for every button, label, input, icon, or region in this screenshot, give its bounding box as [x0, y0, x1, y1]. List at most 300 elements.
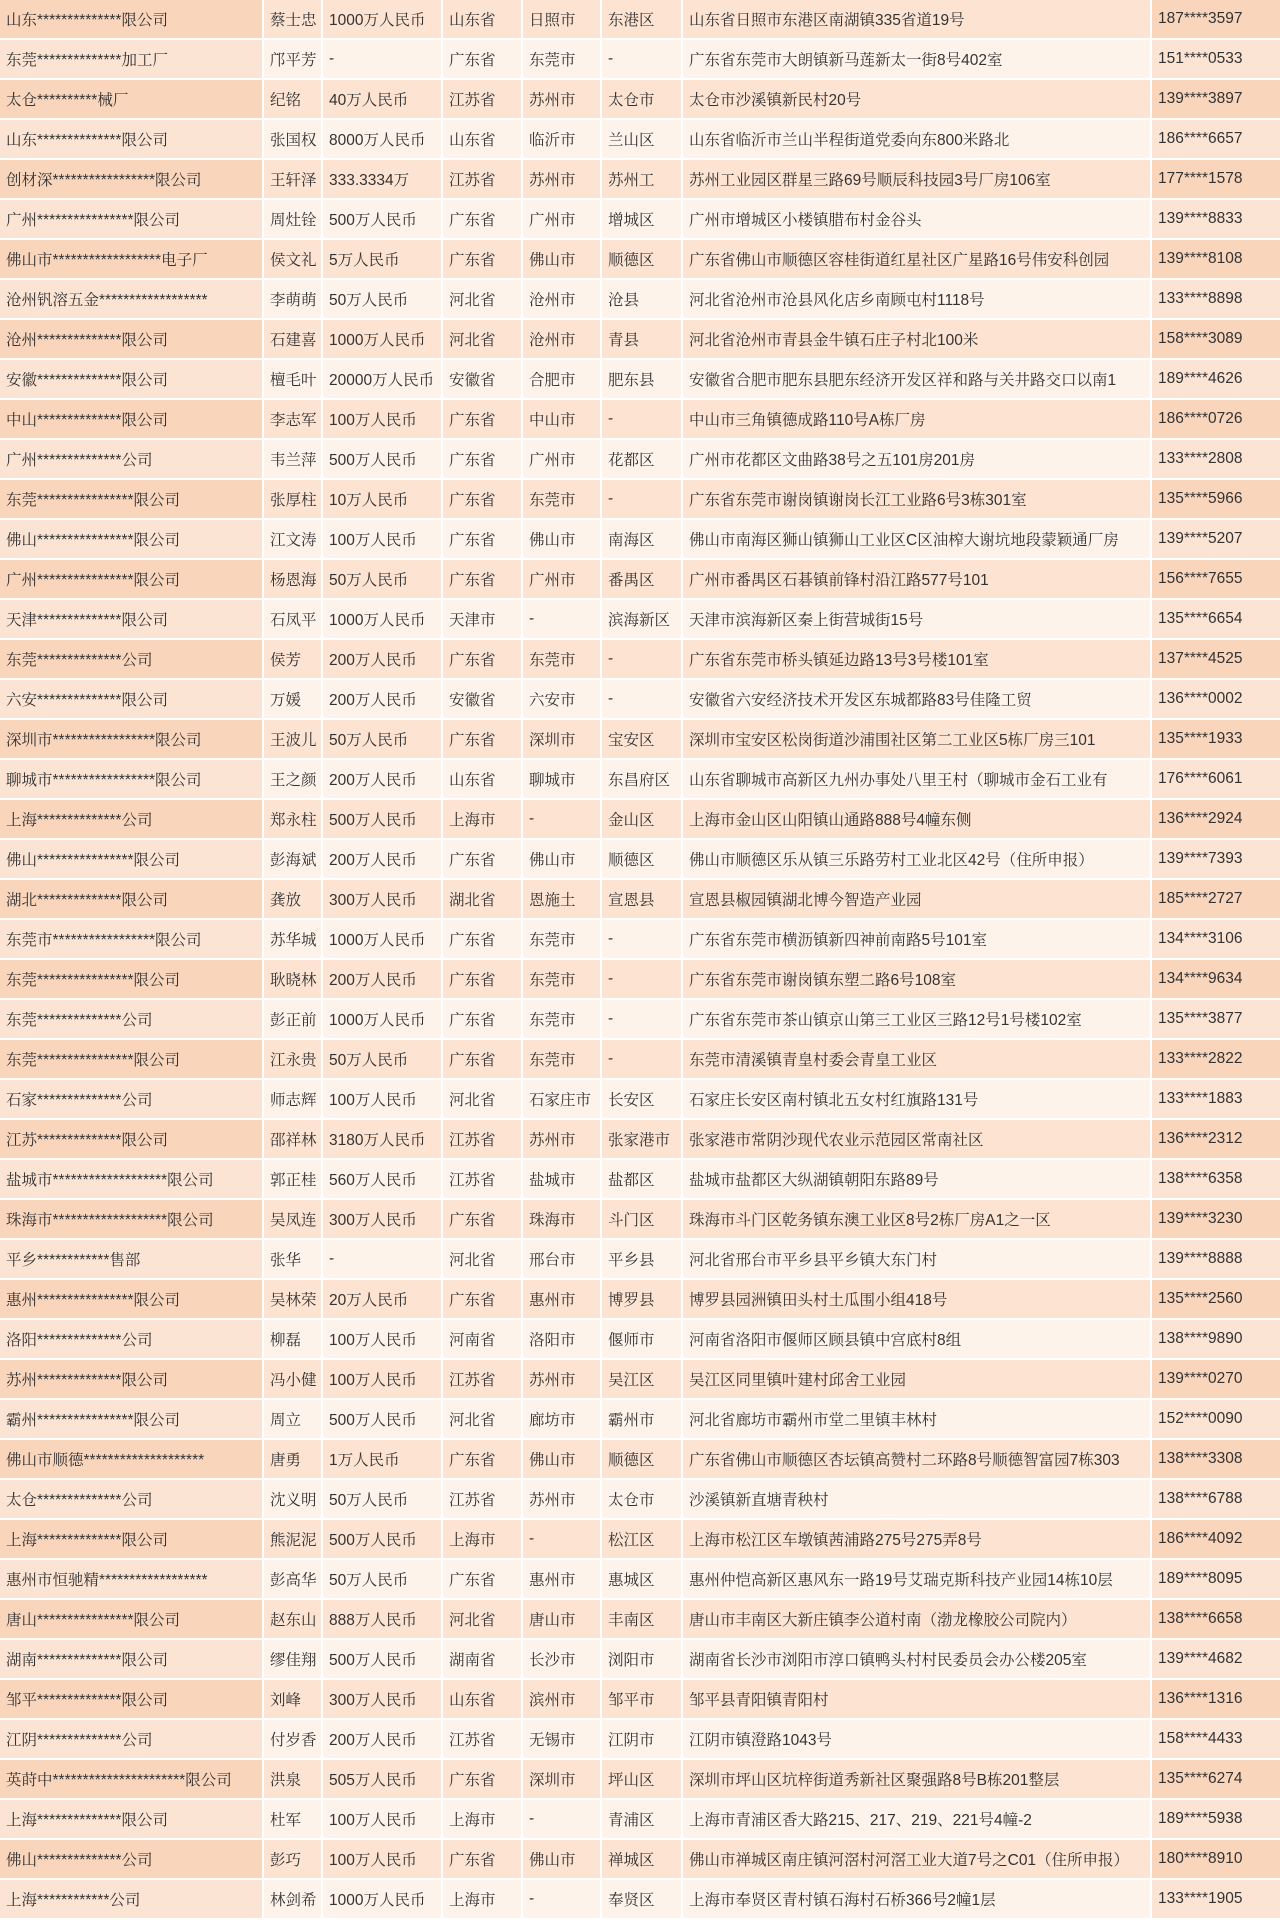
cell-province: 山东省 [443, 1680, 523, 1720]
cell-phone: 180****8910 [1152, 1840, 1280, 1880]
cell-registered-capital: 1000万人民币 [323, 920, 443, 960]
cell-province: 广东省 [443, 1040, 523, 1080]
cell-company-name: 上海**************限公司 [0, 1800, 264, 1840]
cell-city: 广州市 [523, 200, 602, 240]
cell-registered-capital: 8000万人民币 [323, 120, 443, 160]
cell-address: 吴江区同里镇叶建村邱舍工业园 [683, 1360, 1152, 1400]
cell-company-name: 邹平**************限公司 [0, 1680, 264, 1720]
cell-province: 广东省 [443, 1840, 523, 1880]
cell-address: 山东省日照市东港区南湖镇335省道19号 [683, 0, 1152, 40]
table-row [0, 1080, 1280, 1120]
cell-city: 东莞市 [523, 920, 602, 960]
cell-city: 盐城市 [523, 1160, 602, 1200]
table-row [0, 760, 1280, 800]
cell-province: 广东省 [443, 560, 523, 600]
cell-registered-capital: 300万人民币 [323, 880, 443, 920]
cell-city: 深圳市 [523, 720, 602, 760]
cell-province: 广东省 [443, 40, 523, 80]
cell-company-name: 太仓**********械厂 [0, 80, 264, 120]
cell-district: - [602, 1000, 683, 1040]
cell-registered-capital: 20000万人民币 [323, 360, 443, 400]
cell-district: 浏阳市 [602, 1640, 683, 1680]
cell-phone: 135****6274 [1152, 1760, 1280, 1800]
cell-address: 河南省洛阳市偃师区顾县镇中宫底村8组 [683, 1320, 1152, 1360]
cell-company-name: 湖北**************限公司 [0, 880, 264, 920]
cell-registered-capital: 50万人民币 [323, 720, 443, 760]
cell-city: 唐山市 [523, 1600, 602, 1640]
cell-district: 松江区 [602, 1520, 683, 1560]
cell-address: 佛山市南海区狮山镇狮山工业区C区油榨大谢坑地段蒙颖通厂房 [683, 520, 1152, 560]
table-row [0, 80, 1280, 120]
cell-registered-capital: 50万人民币 [323, 1040, 443, 1080]
cell-registered-capital: 1万人民币 [323, 1440, 443, 1480]
cell-city: 日照市 [523, 0, 602, 40]
cell-province: 广东省 [443, 640, 523, 680]
cell-address: 中山市三角镇德成路110号A栋厂房 [683, 400, 1152, 440]
cell-province: 河北省 [443, 1080, 523, 1120]
cell-address: 佛山市禅城区南庄镇河滘村河滘工业大道7号之C01（住所申报） [683, 1840, 1152, 1880]
cell-phone: 138****6658 [1152, 1600, 1280, 1640]
cell-contact-person: 彭海斌 [264, 840, 323, 880]
cell-registered-capital: 40万人民币 [323, 80, 443, 120]
table-row [0, 800, 1280, 840]
cell-contact-person: 张厚柱 [264, 480, 323, 520]
cell-province: 江苏省 [443, 80, 523, 120]
cell-address: 石家庄长安区南村镇北五女村红旗路131号 [683, 1080, 1152, 1120]
cell-phone: 139****7393 [1152, 840, 1280, 880]
table-row [0, 400, 1280, 440]
cell-phone: 189****4626 [1152, 360, 1280, 400]
cell-contact-person: 郭正桂 [264, 1160, 323, 1200]
cell-city: 沧州市 [523, 280, 602, 320]
cell-city: 石家庄市 [523, 1080, 602, 1120]
cell-city: 苏州市 [523, 80, 602, 120]
cell-phone: 185****2727 [1152, 880, 1280, 920]
cell-phone: 156****7655 [1152, 560, 1280, 600]
cell-company-name: 平乡************售部 [0, 1240, 264, 1280]
cell-registered-capital: 500万人民币 [323, 200, 443, 240]
table-row [0, 1360, 1280, 1400]
table-row [0, 480, 1280, 520]
cell-city: 恩施土 [523, 880, 602, 920]
cell-company-name: 惠州****************限公司 [0, 1280, 264, 1320]
cell-contact-person: 耿晓林 [264, 960, 323, 1000]
cell-phone: 189****8095 [1152, 1560, 1280, 1600]
cell-district: 太仓市 [602, 80, 683, 120]
cell-contact-person: 檀毛叶 [264, 360, 323, 400]
cell-registered-capital: 500万人民币 [323, 800, 443, 840]
cell-company-name: 东莞**************公司 [0, 640, 264, 680]
table-row [0, 1560, 1280, 1600]
cell-contact-person: 熊泥泥 [264, 1520, 323, 1560]
cell-address: 山东省聊城市高新区九州办事处八里王村（聊城市金石工业有 [683, 760, 1152, 800]
cell-registered-capital: 200万人民币 [323, 640, 443, 680]
cell-district: 滨海新区 [602, 600, 683, 640]
cell-registered-capital: 505万人民币 [323, 1760, 443, 1800]
table-row [0, 1640, 1280, 1680]
cell-province: 河北省 [443, 280, 523, 320]
cell-company-name: 东莞**************公司 [0, 1000, 264, 1040]
cell-district: - [602, 480, 683, 520]
cell-contact-person: 王之颜 [264, 760, 323, 800]
table-row [0, 600, 1280, 640]
cell-city: 无锡市 [523, 1720, 602, 1760]
cell-phone: 134****9634 [1152, 960, 1280, 1000]
cell-city: - [523, 1800, 602, 1840]
cell-address: 安徽省六安经济技术开发区东城都路83号佳隆工贸 [683, 680, 1152, 720]
cell-province: 山东省 [443, 760, 523, 800]
cell-registered-capital: 100万人民币 [323, 1800, 443, 1840]
cell-company-name: 佛山****************限公司 [0, 520, 264, 560]
cell-district: 斗门区 [602, 1200, 683, 1240]
cell-city: 六安市 [523, 680, 602, 720]
cell-city: 东莞市 [523, 1000, 602, 1040]
cell-city: - [523, 600, 602, 640]
cell-address: 广东省东莞市谢岗镇谢岗长江工业路6号3栋301室 [683, 480, 1152, 520]
cell-contact-person: 万媛 [264, 680, 323, 720]
cell-phone: 135****6654 [1152, 600, 1280, 640]
cell-company-name: 沧州钒溶五金****************** [0, 280, 264, 320]
cell-contact-person: 冯小健 [264, 1360, 323, 1400]
cell-province: 天津市 [443, 600, 523, 640]
cell-district: 番禺区 [602, 560, 683, 600]
cell-province: 江苏省 [443, 1160, 523, 1200]
cell-address: 广东省东莞市茶山镇京山第三工业区三路12号1号楼102室 [683, 1000, 1152, 1040]
cell-contact-person: 侯芳 [264, 640, 323, 680]
cell-city: 苏州市 [523, 1360, 602, 1400]
cell-address: 张家港市常阴沙现代农业示范园区常南社区 [683, 1120, 1152, 1160]
cell-address: 深圳市宝安区松岗街道沙浦围社区第二工业区5栋厂房三101 [683, 720, 1152, 760]
cell-province: 广东省 [443, 840, 523, 880]
cell-address: 河北省沧州市青县金牛镇石庄子村北100米 [683, 320, 1152, 360]
cell-address: 沙溪镇新直塘青秧村 [683, 1480, 1152, 1520]
cell-phone: 133****2808 [1152, 440, 1280, 480]
cell-province: 上海市 [443, 1800, 523, 1840]
cell-district: 宣恩县 [602, 880, 683, 920]
cell-district: 青县 [602, 320, 683, 360]
cell-address: 广东省佛山市顺德区杏坛镇高赞村二环路8号顺德智富园7栋303 [683, 1440, 1152, 1480]
cell-city: 洛阳市 [523, 1320, 602, 1360]
cell-contact-person: 彭正前 [264, 1000, 323, 1040]
cell-phone: 139****3230 [1152, 1200, 1280, 1240]
table-row [0, 1480, 1280, 1520]
cell-contact-person: 石建喜 [264, 320, 323, 360]
cell-contact-person: 李萌萌 [264, 280, 323, 320]
cell-company-name: 石家**************公司 [0, 1080, 264, 1120]
table-row [0, 560, 1280, 600]
cell-city: 东莞市 [523, 960, 602, 1000]
cell-phone: 187****3597 [1152, 0, 1280, 40]
cell-address: 广东省东莞市谢岗镇东塑二路6号108室 [683, 960, 1152, 1000]
table-row [0, 640, 1280, 680]
cell-district: - [602, 680, 683, 720]
cell-district: 增城区 [602, 200, 683, 240]
cell-district: 南海区 [602, 520, 683, 560]
cell-contact-person: 侯文礼 [264, 240, 323, 280]
cell-province: 广东省 [443, 200, 523, 240]
cell-province: 广东省 [443, 1000, 523, 1040]
cell-phone: 158****4433 [1152, 1720, 1280, 1760]
cell-phone: 133****1883 [1152, 1080, 1280, 1120]
cell-company-name: 天津**************限公司 [0, 600, 264, 640]
cell-phone: 158****3089 [1152, 320, 1280, 360]
cell-city: 滨州市 [523, 1680, 602, 1720]
cell-address: 上海市奉贤区青村镇石海村石桥366号2幢1层 [683, 1880, 1152, 1920]
cell-company-name: 洛阳**************公司 [0, 1320, 264, 1360]
cell-contact-person: 苏华城 [264, 920, 323, 960]
cell-company-name: 珠海市*******************限公司 [0, 1200, 264, 1240]
cell-contact-person: 蔡士忠 [264, 0, 323, 40]
cell-phone: 138****9890 [1152, 1320, 1280, 1360]
cell-province: 上海市 [443, 800, 523, 840]
cell-district: 博罗县 [602, 1280, 683, 1320]
cell-city: 合肥市 [523, 360, 602, 400]
cell-contact-person: 郑永柱 [264, 800, 323, 840]
cell-city: 深圳市 [523, 1760, 602, 1800]
cell-company-name: 东莞**************加工厂 [0, 40, 264, 80]
cell-contact-person: 付岁香 [264, 1720, 323, 1760]
cell-district: 坪山区 [602, 1760, 683, 1800]
table-row [0, 1120, 1280, 1160]
cell-contact-person: 江文涛 [264, 520, 323, 560]
cell-province: 湖北省 [443, 880, 523, 920]
cell-registered-capital: 1000万人民币 [323, 0, 443, 40]
cell-city: 临沂市 [523, 120, 602, 160]
cell-city: 苏州市 [523, 1480, 602, 1520]
cell-address: 广州市增城区小楼镇腊布村金谷头 [683, 200, 1152, 240]
cell-district: 平乡县 [602, 1240, 683, 1280]
cell-registered-capital: 888万人民币 [323, 1600, 443, 1640]
cell-province: 广东省 [443, 1560, 523, 1600]
cell-address: 河北省沧州市沧县风化店乡南顾屯村1118号 [683, 280, 1152, 320]
cell-phone: 135****5966 [1152, 480, 1280, 520]
cell-province: 江苏省 [443, 1480, 523, 1520]
cell-province: 广东省 [443, 440, 523, 480]
cell-city: 东莞市 [523, 1040, 602, 1080]
cell-company-name: 佛山****************限公司 [0, 840, 264, 880]
cell-province: 山东省 [443, 0, 523, 40]
cell-company-name: 唐山****************限公司 [0, 1600, 264, 1640]
table-row [0, 1800, 1280, 1840]
cell-province: 河北省 [443, 1240, 523, 1280]
cell-registered-capital: 200万人民币 [323, 680, 443, 720]
cell-contact-person: 石凤平 [264, 600, 323, 640]
cell-registered-capital: 500万人民币 [323, 1640, 443, 1680]
cell-contact-person: 周灶铨 [264, 200, 323, 240]
cell-city: 佛山市 [523, 840, 602, 880]
cell-company-name: 惠州市恒驰精****************** [0, 1560, 264, 1600]
cell-city: 惠州市 [523, 1280, 602, 1320]
cell-district: 禅城区 [602, 1840, 683, 1880]
cell-province: 安徽省 [443, 360, 523, 400]
cell-phone: 139****8833 [1152, 200, 1280, 240]
cell-city: 邢台市 [523, 1240, 602, 1280]
cell-address: 佛山市顺德区乐从镇三乐路劳村工业北区42号（住所申报） [683, 840, 1152, 880]
cell-district: 盐都区 [602, 1160, 683, 1200]
cell-company-name: 广州****************限公司 [0, 560, 264, 600]
cell-district: 顺德区 [602, 840, 683, 880]
table-row [0, 1440, 1280, 1480]
cell-district: 长安区 [602, 1080, 683, 1120]
cell-company-name: 中山**************限公司 [0, 400, 264, 440]
cell-company-name: 苏州**************限公司 [0, 1360, 264, 1400]
table-row [0, 1760, 1280, 1800]
cell-contact-person: 江永贵 [264, 1040, 323, 1080]
cell-phone: 139****8108 [1152, 240, 1280, 280]
cell-district: 顺德区 [602, 1440, 683, 1480]
cell-registered-capital: 1000万人民币 [323, 1000, 443, 1040]
cell-district: - [602, 920, 683, 960]
cell-registered-capital: 100万人民币 [323, 1360, 443, 1400]
cell-phone: 136****2924 [1152, 800, 1280, 840]
cell-address: 苏州工业园区群星三路69号顺辰科技园3号厂房106室 [683, 160, 1152, 200]
cell-phone: 138****3308 [1152, 1440, 1280, 1480]
cell-district: - [602, 1040, 683, 1080]
cell-contact-person: 吴凤连 [264, 1200, 323, 1240]
table-row [0, 1280, 1280, 1320]
cell-phone: 136****0002 [1152, 680, 1280, 720]
table-row [0, 520, 1280, 560]
cell-contact-person: 邝平芳 [264, 40, 323, 80]
table-row [0, 160, 1280, 200]
cell-contact-person: 周立 [264, 1400, 323, 1440]
cell-company-name: 上海**************限公司 [0, 1520, 264, 1560]
cell-contact-person: 林剑希 [264, 1880, 323, 1920]
table-row [0, 720, 1280, 760]
table-row [0, 960, 1280, 1000]
cell-province: 广东省 [443, 1440, 523, 1480]
cell-contact-person: 龚放 [264, 880, 323, 920]
cell-contact-person: 缪佳翔 [264, 1640, 323, 1680]
table-row [0, 1400, 1280, 1440]
cell-address: 广州市番禺区石碁镇前锋村沿江路577号101 [683, 560, 1152, 600]
table-row [0, 280, 1280, 320]
cell-phone: 133****2822 [1152, 1040, 1280, 1080]
cell-address: 宣恩县椒园镇湖北博今智造产业园 [683, 880, 1152, 920]
cell-province: 广东省 [443, 960, 523, 1000]
cell-company-name: 东莞市*****************限公司 [0, 920, 264, 960]
cell-district: 丰南区 [602, 1600, 683, 1640]
cell-address: 博罗县园洲镇田头村土瓜围小组418号 [683, 1280, 1152, 1320]
cell-address: 天津市滨海新区秦上街营城街15号 [683, 600, 1152, 640]
cell-company-name: 上海************公司 [0, 1880, 264, 1920]
cell-district: 花都区 [602, 440, 683, 480]
table-row [0, 1320, 1280, 1360]
cell-company-name: 创材深*****************限公司 [0, 160, 264, 200]
cell-province: 江苏省 [443, 160, 523, 200]
cell-province: 广东省 [443, 1760, 523, 1800]
table-row [0, 40, 1280, 80]
cell-phone: 186****4092 [1152, 1520, 1280, 1560]
cell-city: - [523, 800, 602, 840]
cell-phone: 134****3106 [1152, 920, 1280, 960]
table-row [0, 840, 1280, 880]
cell-district: 肥东县 [602, 360, 683, 400]
cell-phone: 136****1316 [1152, 1680, 1280, 1720]
cell-city: 广州市 [523, 440, 602, 480]
cell-phone: 133****8898 [1152, 280, 1280, 320]
cell-city: 长沙市 [523, 1640, 602, 1680]
cell-company-name: 安徽**************限公司 [0, 360, 264, 400]
cell-contact-person: 柳磊 [264, 1320, 323, 1360]
table-row [0, 1000, 1280, 1040]
cell-district: - [602, 640, 683, 680]
cell-registered-capital: 100万人民币 [323, 520, 443, 560]
table-row [0, 1200, 1280, 1240]
table-row [0, 200, 1280, 240]
cell-city: - [523, 1880, 602, 1920]
cell-province: 湖南省 [443, 1640, 523, 1680]
cell-province: 广东省 [443, 400, 523, 440]
cell-contact-person: 杨恩海 [264, 560, 323, 600]
cell-phone: 139****0270 [1152, 1360, 1280, 1400]
cell-district: 张家港市 [602, 1120, 683, 1160]
table-row [0, 1600, 1280, 1640]
table-row [0, 1680, 1280, 1720]
table-row [0, 880, 1280, 920]
cell-district: 青浦区 [602, 1800, 683, 1840]
cell-province: 江苏省 [443, 1360, 523, 1400]
cell-registered-capital: 560万人民币 [323, 1160, 443, 1200]
cell-contact-person: 张国权 [264, 120, 323, 160]
cell-registered-capital: 1000万人民币 [323, 320, 443, 360]
cell-contact-person: 邵祥林 [264, 1120, 323, 1160]
cell-city: 苏州市 [523, 1120, 602, 1160]
cell-company-name: 佛山市******************电子厂 [0, 240, 264, 280]
table-row [0, 1880, 1280, 1920]
cell-phone: 139****4682 [1152, 1640, 1280, 1680]
cell-address: 唐山市丰南区大新庄镇李公道村南（渤龙橡胶公司院内） [683, 1600, 1152, 1640]
table-row [0, 0, 1280, 40]
cell-phone: 135****2560 [1152, 1280, 1280, 1320]
cell-city: 中山市 [523, 400, 602, 440]
cell-district: 霸州市 [602, 1400, 683, 1440]
cell-city: - [523, 1520, 602, 1560]
cell-address: 盐城市盐都区大纵湖镇朝阳东路89号 [683, 1160, 1152, 1200]
cell-phone: 133****1905 [1152, 1880, 1280, 1920]
cell-district: 兰山区 [602, 120, 683, 160]
table-row [0, 1160, 1280, 1200]
cell-city: 佛山市 [523, 240, 602, 280]
cell-address: 广东省东莞市桥头镇延边路13号3号楼101室 [683, 640, 1152, 680]
cell-contact-person: 师志辉 [264, 1080, 323, 1120]
cell-district: 沧县 [602, 280, 683, 320]
cell-province: 河北省 [443, 320, 523, 360]
cell-phone: 139****8888 [1152, 1240, 1280, 1280]
cell-province: 上海市 [443, 1520, 523, 1560]
cell-phone: 137****4525 [1152, 640, 1280, 680]
cell-province: 广东省 [443, 920, 523, 960]
table-row [0, 360, 1280, 400]
cell-district: 太仓市 [602, 1480, 683, 1520]
cell-registered-capital: 100万人民币 [323, 1080, 443, 1120]
cell-phone: 139****3897 [1152, 80, 1280, 120]
cell-company-name: 聊城市*****************限公司 [0, 760, 264, 800]
cell-company-name: 山东**************限公司 [0, 120, 264, 160]
cell-registered-capital: 500万人民币 [323, 1400, 443, 1440]
table-row [0, 920, 1280, 960]
cell-registered-capital: 100万人民币 [323, 1320, 443, 1360]
cell-district: 金山区 [602, 800, 683, 840]
cell-company-name: 六安**************限公司 [0, 680, 264, 720]
cell-city: 廊坊市 [523, 1400, 602, 1440]
cell-address: 广东省佛山市顺德区容桂街道红星社区广星路16号伟安科创园 [683, 240, 1152, 280]
cell-city: 珠海市 [523, 1200, 602, 1240]
cell-registered-capital: 100万人民币 [323, 1840, 443, 1880]
cell-district: - [602, 400, 683, 440]
cell-registered-capital: 10万人民币 [323, 480, 443, 520]
table-row [0, 1040, 1280, 1080]
